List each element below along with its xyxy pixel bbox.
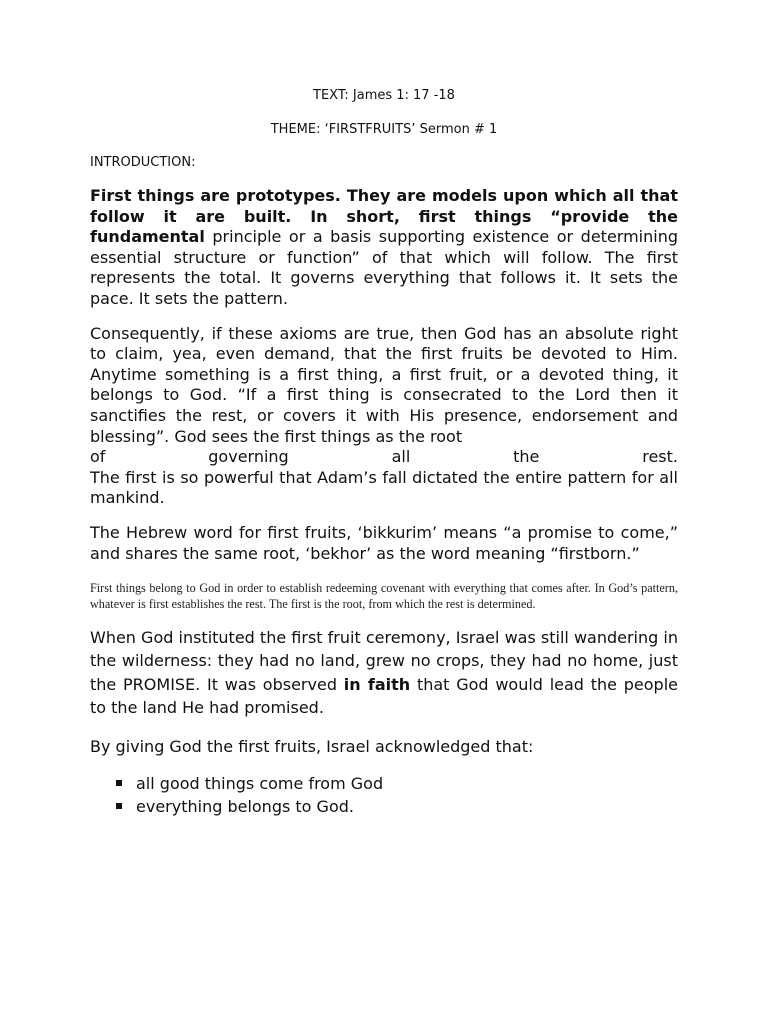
paragraph-first-things-belong: First things belong to God in order to establish redeeming covenant with everything that comes after. In God’s pattern, whatever is first establishes the rest. The first is the root, from which the rest is determined. bbox=[90, 581, 678, 612]
paragraph-prototypes bbox=[90, 186, 678, 310]
paragraph-prototypes-bold: First things are prototypes. They are models upon which all that follow it are built. In short, first things “provide the fundamental bbox=[90, 186, 678, 247]
paragraph-ceremony-bold: in faith bbox=[343, 674, 411, 694]
scripture-text-line: TEXT: James 1: 17 -18 bbox=[313, 88, 455, 103]
square-bullet-icon bbox=[116, 780, 122, 786]
square-bullet-icon bbox=[116, 803, 122, 809]
list-item bbox=[116, 795, 678, 818]
paragraph-axioms bbox=[90, 324, 678, 509]
list-item-text: all good things come from God bbox=[136, 773, 384, 793]
paragraph-ceremony-after: that God would lead the people to the land He had promised. bbox=[90, 674, 679, 717]
paragraph-acknowledged: By giving God the first fruits, Israel acknowledged that: bbox=[90, 736, 534, 756]
paragraph-ceremony bbox=[90, 626, 678, 719]
theme-line: THEME: ‘FIRSTFRUITS’ Sermon # 1 bbox=[270, 122, 498, 137]
paragraph-prototypes-rest: principle or a basis supporting existence or determining essential structure or function” of that which will follow. The first represents the total. It governs everything that follows it. It sets the pace. It sets the pattern. bbox=[90, 227, 678, 308]
introduction-heading: INTRODUCTION: bbox=[90, 155, 196, 170]
document-page bbox=[90, 86, 678, 818]
list-item-text: everything belongs to God. bbox=[136, 796, 354, 816]
paragraph-axioms-end: The first is so powerful that Adam’s fall dictated the entire pattern for all mankind. bbox=[90, 467, 678, 508]
paragraph-ceremony-before: When God instituted the first fruit ceremony, Israel was still wandering in the wilderness: they had no land, grew no crops, they had no home, just the PROMISE. It was observed bbox=[90, 628, 678, 694]
list-item bbox=[116, 772, 678, 795]
acknowledgement-list bbox=[90, 772, 678, 818]
paragraph-axioms-spread-line: of governing all the rest. bbox=[90, 447, 678, 467]
paragraph-axioms-main: Consequently, if these axioms are true, then God has an absolute right to claim, yea, even demand, that the first fruits be devoted to Him. Anytime something is a first thing, a first fruit, or a devoted thing, it belongs to God. “If a first thing is consecrated to the Lord then it sanctifies the rest, or covers it with His presence, endorsement and blessing”. God sees the first things as the root bbox=[90, 323, 678, 446]
paragraph-hebrew-word: The Hebrew word for first fruits, ‘bikkurim’ means “a promise to come,” and shares the same root, ‘bekhor’ as the word meaning “firstborn.” bbox=[90, 522, 678, 563]
